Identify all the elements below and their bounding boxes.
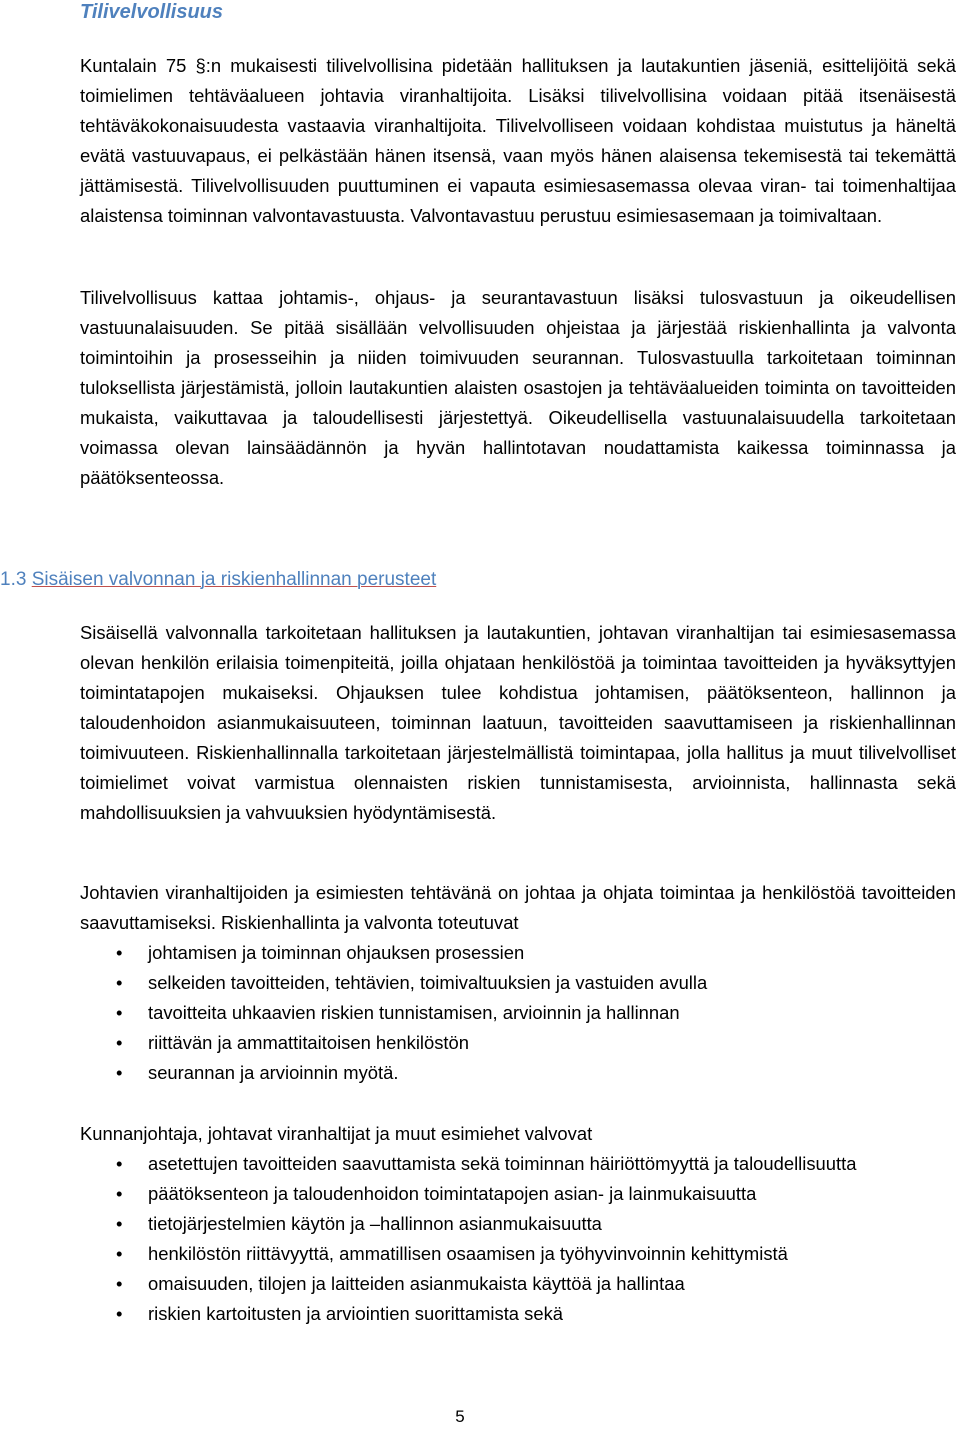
bullet-icon: • xyxy=(116,972,123,993)
bullet-icon: • xyxy=(116,1062,123,1083)
list-item xyxy=(0,1299,960,1329)
bullet-icon: • xyxy=(116,1183,123,1204)
heading-tilivelvollisuus: Tilivelvollisuus xyxy=(80,1,224,23)
paragraph-tilivelvollisuus-2: Tilivelvollisuus kattaa johtamis-, ohjaus- ja seurantavastuun lisäksi tulosvastuun ja oikeudellisen vastuunalaisuuden. Se pitää sisällään velvollisuuden ohjeistaa ja järjestää riskienhallinta ja valvonta toimintoihin ja prosesseihin ja niiden toimivuuden seurannan. Tulosvastuulla tarkoitetaan toiminnan tuloksellista järjestämistä, jolloin lautakuntien alaisten osastojen ja tehtäväalueiden toiminta on tavoitteiden mukaista, vaikuttavaa ja taloudellisesti järjestettyä. Oikeudellisella vastuunalaisuudella tarkoitetaan voimassa olevan lainsäädännön ja hyvän hallintotavan noudattamista kaikessa toiminnassa ja päätöksenteossa. xyxy=(80,287,956,488)
list-item xyxy=(0,1149,960,1179)
list-item-text: henkilöstön riittävyyttä, ammatillisen osaamisen ja työhyvinvoinnin kehittymistä xyxy=(148,1243,788,1264)
list-item xyxy=(0,1179,960,1209)
section-title: Sisäisen valvonnan ja riskienhallinnan perusteet xyxy=(31,569,437,590)
list-item-text: selkeiden tavoitteiden, tehtävien, toimivaltuuksien ja vastuiden avulla xyxy=(148,972,708,993)
list-item xyxy=(0,1028,808,1058)
list-item-text: riittävän ja ammattitaitoisen henkilöstön xyxy=(148,1032,469,1053)
bullet-icon: • xyxy=(116,1153,123,1174)
list-item-text: omaisuuden, tilojen ja laitteiden asianmukaista käyttöä ja hallintaa xyxy=(148,1273,685,1294)
section-number: 1.3 xyxy=(0,569,27,590)
bullet-icon: • xyxy=(116,1273,123,1294)
list-item xyxy=(0,938,808,968)
list-item xyxy=(0,1058,808,1088)
bullet-icon: • xyxy=(116,1002,123,1023)
list-item-text: riskien kartoitusten ja arviointien suorittamista sekä xyxy=(148,1303,563,1324)
bullet-icon: • xyxy=(116,1213,123,1234)
bullet-icon: • xyxy=(116,942,123,963)
paragraph-sisainen-valvonta: Sisäisellä valvonnalla tarkoitetaan hallituksen ja lautakuntien, johtavan viranhaltijan tai esimiesasemassa olevan henkilön erilaisia toimenpiteitä, joilla ohjataan henkilöstöä ja toimintaa tavoitteiden ja hyväksyttyjen toimintatapojen mukaiseksi. Ohjauksen tulee kohdistua johtamisen, päätöksenteon, hallinnon ja taloudenhoidon asianmukaisuuteen, toiminnan laatuun, tavoitteiden saavuttamiseen ja riskienhallinnan toimivuuteen. Riskienhallinnalla tarkoitetaan järjestelmällistä toimintapaa, jolla hallitus ja muut tilivelvolliset toimielimet voivat varmistua olennaisten riskien tunnistamisesta, arvioinnista, hallinnasta sekä mahdollisuuksien ja vahvuuksien hyödyntämisestä. xyxy=(80,622,956,823)
bullet-list-valvovat xyxy=(0,1149,960,1329)
list-item xyxy=(0,1209,960,1239)
paragraph-johtavien-tehtava: Johtavien viranhaltijoiden ja esimiesten tehtävänä on johtaa ja ohjata toimintaa ja henkilöstöä tavoitteiden saavuttamiseksi. Riskienhallinta ja valvonta toteutuvat xyxy=(80,882,956,933)
list-item xyxy=(0,968,808,998)
list-item-text: seurannan ja arvioinnin myötä. xyxy=(148,1062,399,1083)
list-item-text: tietojärjestelmien käytön ja –hallinnon asianmukaisuutta xyxy=(148,1213,602,1234)
list-item-text: tavoitteita uhkaavien riskien tunnistamisen, arvioinnin ja hallinnan xyxy=(148,1002,680,1023)
list-item-text: johtamisen ja toiminnan ohjauksen prosessien xyxy=(148,942,525,963)
list-item xyxy=(0,1269,960,1299)
page-number: 5 xyxy=(455,1407,465,1426)
list-item xyxy=(0,998,808,1028)
paragraph-kunnanjohtaja: Kunnanjohtaja, johtavat viranhaltijat ja muut esimiehet valvovat xyxy=(80,1123,593,1144)
paragraph-tilivelvollisuus-1: Kuntalain 75 §:n mukaisesti tilivelvollisina pidetään hallituksen ja lautakuntien jäseniä, esittelijöitä sekä toimielimen tehtäväalueen johtavia viranhaltijoita. Lisäksi tilivelvollisina voidaan pitää itsenäisestä tehtäväkokonaisuudesta vastaavia viranhaltijoita. Tilivelvolliseen voidaan kohdistaa muistutus ja häneltä evätä vastuuvapaus, ei pelkästään hänen itsensä, vaan myös hänen alaisensa tekemisestä tai tekemättä jättämisestä. Tilivelvollisuuden puuttuminen ei vapauta esimiesasemassa olevaa viran- tai toimenhaltijaa alaistensa toiminnan valvontavastuusta. Valvontavastuu perustuu esimiesasemaan ja toimivaltaan. xyxy=(80,55,956,226)
list-item xyxy=(0,1239,960,1269)
list-item-text: päätöksenteon ja taloudenhoidon toimintatapojen asian- ja lainmukaisuutta xyxy=(148,1183,757,1204)
bullet-list-toteutuvat xyxy=(0,938,808,1088)
section-heading xyxy=(0,566,436,594)
list-item-text: asetettujen tavoitteiden saavuttamista sekä toiminnan häiriöttömyyttä ja taloudellisuutta xyxy=(148,1153,857,1174)
bullet-icon: • xyxy=(116,1243,123,1264)
bullet-icon: • xyxy=(116,1032,123,1053)
bullet-icon: • xyxy=(116,1303,123,1324)
